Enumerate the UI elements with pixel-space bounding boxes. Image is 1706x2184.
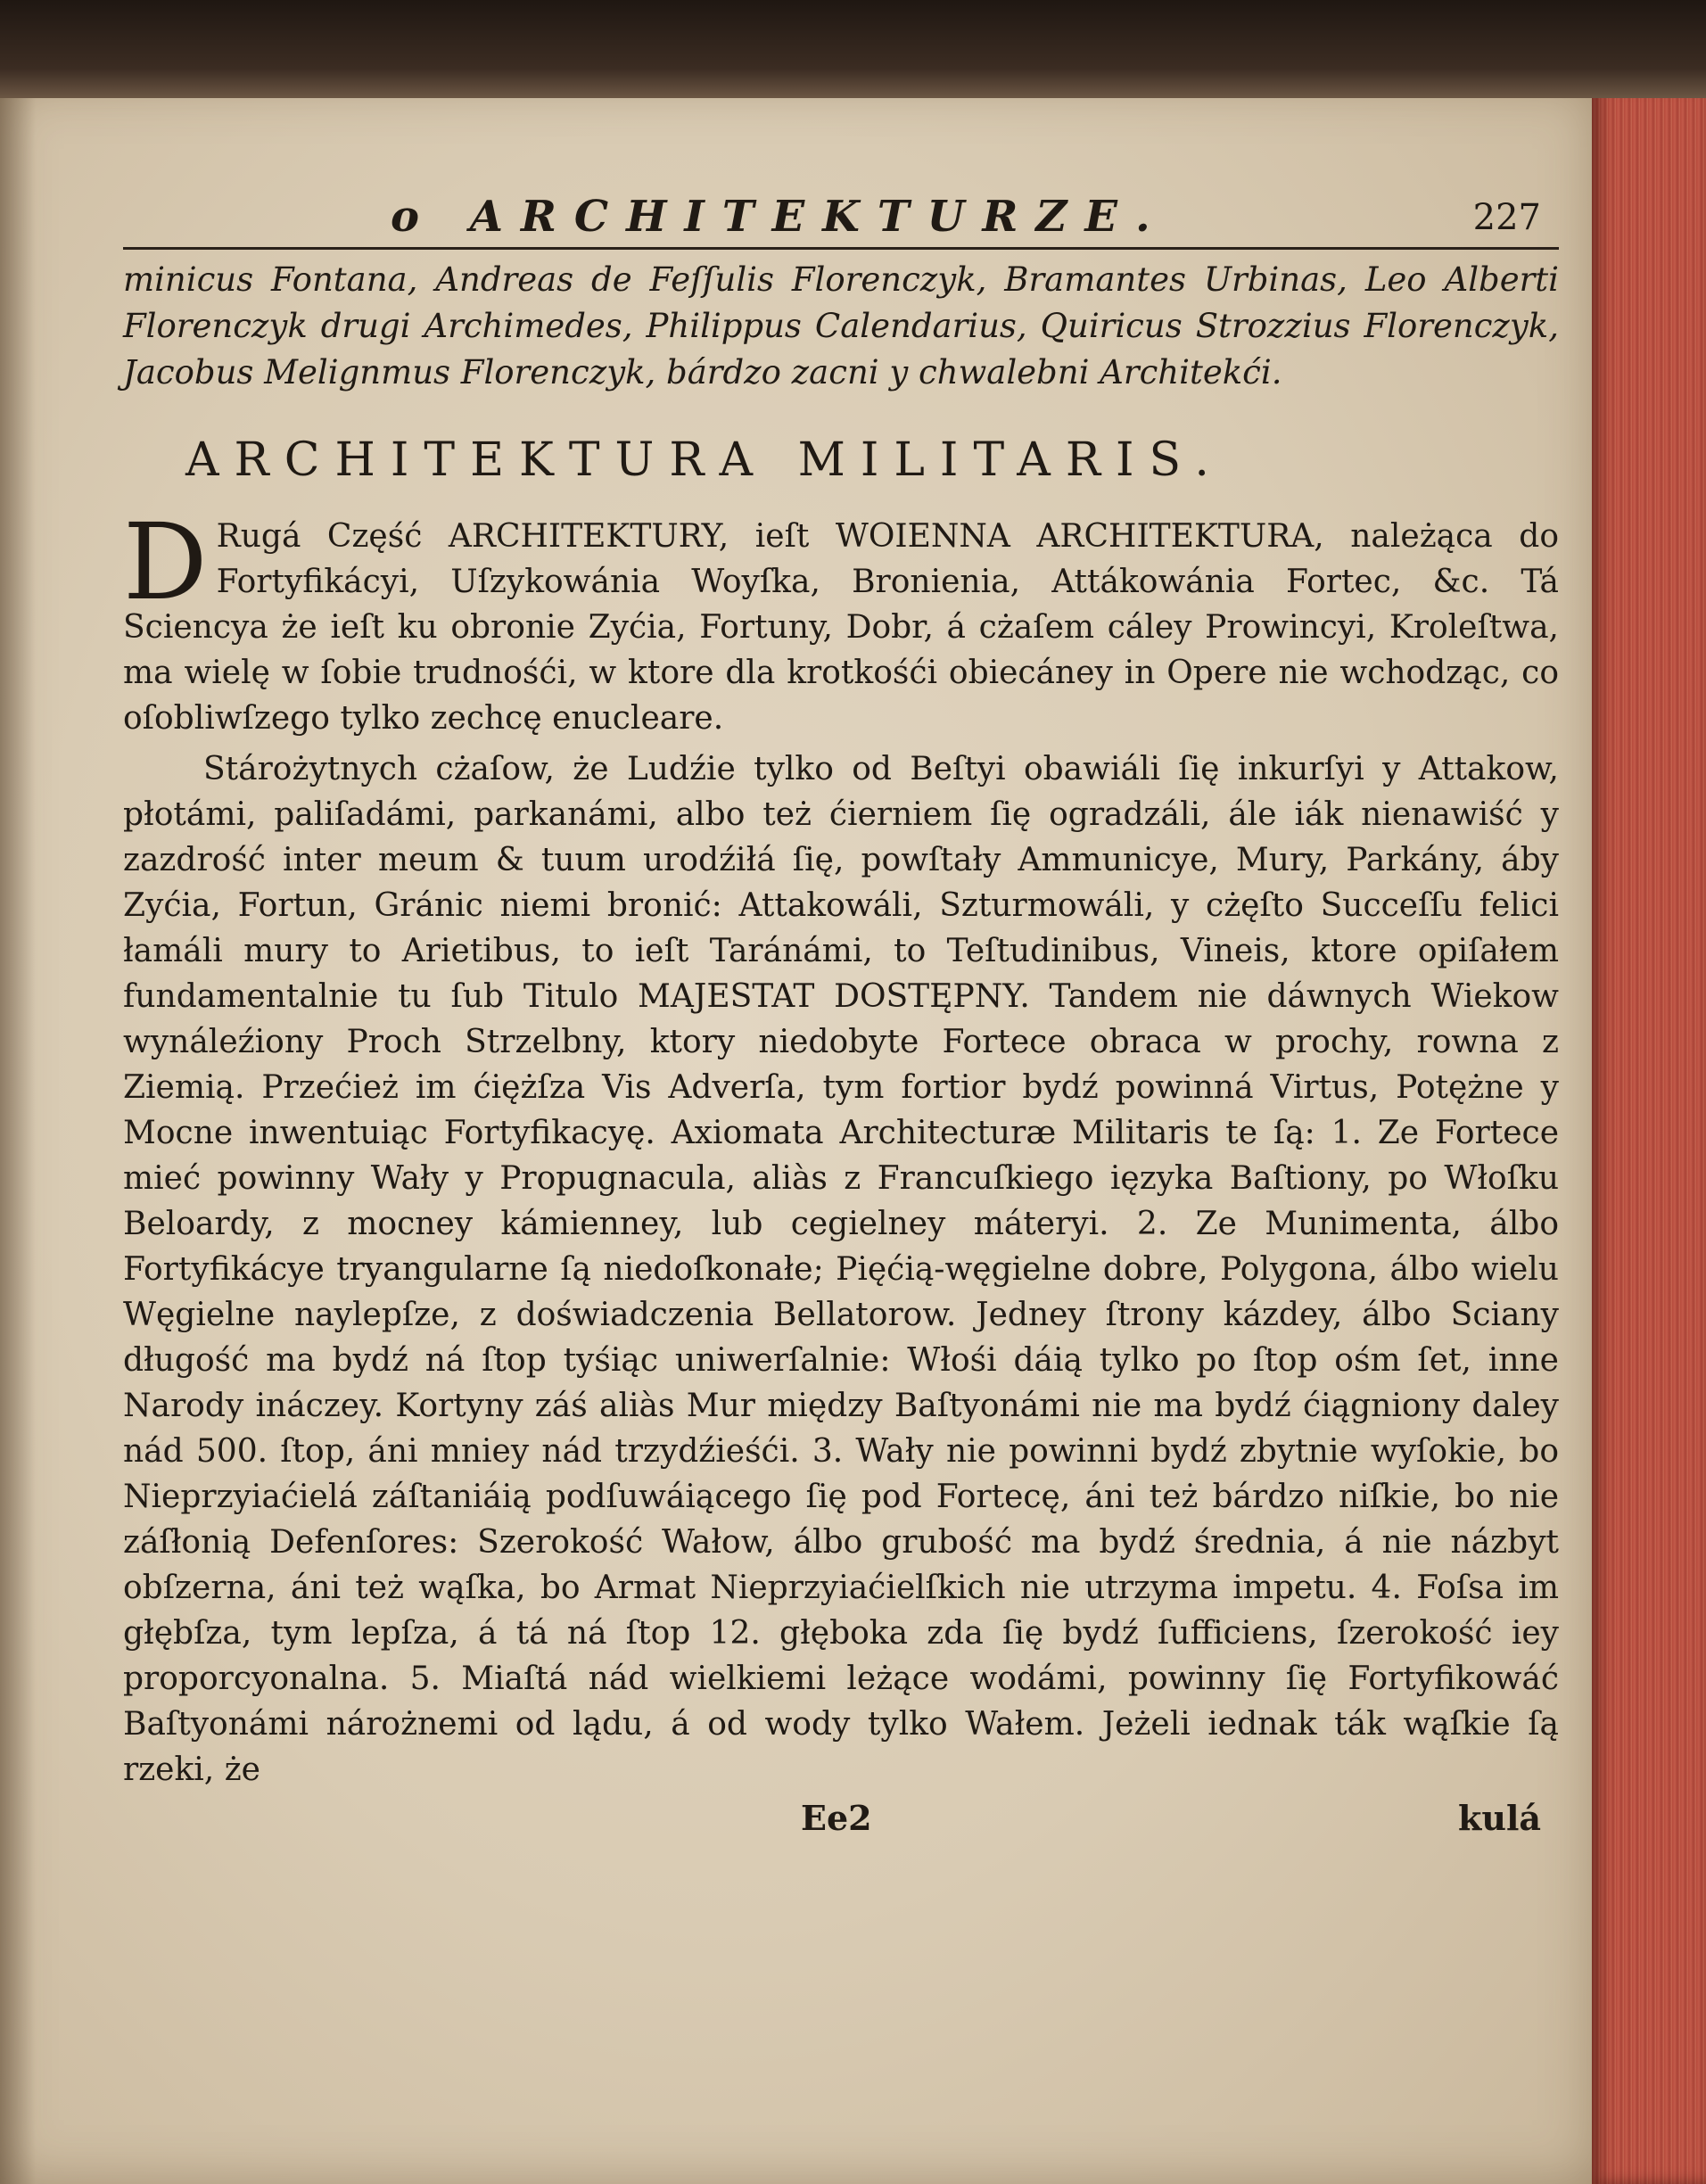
section-heading: ARCHITEKTURA MILITARIS. [185, 433, 1224, 487]
paragraph-1-text: Rugá Część ARCHITEKTURY, ieſt WOIENNA ARCHITEKTURA, należąca do Fortyfikácyi, Uſzykowánia Woyſka, Bronienia, Attákowánia Fortec, &c. Tá Sciencya że ieſt ku obronie Zyćia, Fortuny, Dobr, á cżaſem cáley Prowincyi, Kroleſtwa, ma wielę w ſobie trudnośći, w ktore dla krotkośći obiecáney in Opere nie wchodząc, co oſobliwſzego tylko zechcę enucleare. [123, 518, 1559, 737]
catchword: kulá [1457, 1798, 1541, 1838]
intro-text: minicus Fontana, Andreas de Feſſulis Florenczyk, Bramantes Urbinas, Leo Alberti Florenczyk drugi Archimedes, Philippus Calendarius, Quiricus Strozzius Florenczyk, Jacobus Melignmus Florenczyk, bárdzo zacni y chwalebni Architekći. [123, 260, 1559, 391]
running-head [123, 192, 1559, 250]
page-edge [1592, 85, 1706, 2184]
drop-cap: D [123, 500, 208, 623]
page-content [123, 192, 1559, 1842]
running-title: o ARCHITEKTURZE. [391, 192, 1168, 242]
page-number: 227 [1472, 197, 1541, 238]
gutter-shadow [0, 85, 36, 2184]
top-shadow [0, 0, 1706, 98]
page-footer [123, 1798, 1559, 1842]
signature-mark: Ee2 [801, 1798, 872, 1838]
paragraph-2: Stárożytnych cżaſow, że Ludźie tylko od Beſtyi obawiáli ſię inkurſyi y Attakow, płotámi, paliſadámi, parkanámi, albo też ćierniem ſię ogradzáli, ále iák nienawiść y zazdrość inter meum & tuum urodźiłá ſię, powſtały Ammunicye, Mury, Parkány, áby Zyćia, Fortun, Gránic niemi bronić: Attakowáli, Szturmowáli, y cżęſto Succeſſu felici łamáli mury to Arietibus, to ieſt Taránámi, to Teſtudinibus, Vineis, ktore opiſałem fundamentalnie tu ſub Titulo MAJESTAT DOSTĘPNY. Tandem nie dáwnych Wiekow wynáleźiony Proch Strzelbny, ktory niedobyte Fortece obraca w prochy, rowna z Ziemią. Przećież im ćiężſza Vis Adverſa, tym fortior bydź powinná Virtus, Potężne y Mocne inwentuiąc Fortyfikacyę. Axiomata Architecturæ Militaris te ſą: 1. Ze Fortece mieć powinny Wały y Propugnacula, aliàs z Francuſkiego ięzyka Baſtiony, po Włoſku Beloardy, z mocney kámienney, lub cegielney máteryi. 2. Ze Munimenta, álbo Fortyfikácye tryangularne ſą niedoſkonałe; Pięćią-węgielne dobre, Polygona, álbo wielu Węgielne naylepſze, z doświadczenia Bellatorow. Jedney ſtrony kázdey, álbo Sciany długość ma bydź ná ſtop tyśiąc uniwerſalnie: Włośi dáią tylko po ſtop ośm ſet, inne Narody ináczey. Kortyny záś aliàs Mur między Baſtyonámi nie ma bydź ćiągniony daley nád 500. ſtop, áni mniey nád trzydźieśći. 3. Wały nie powinni bydź zbytnie wyſokie, bo Nieprzyiaćielá záſtaniáią podſuwáiącego ſię pod Fortecę, áni też bárdzo niſkie, bo nie záſłonią Defenſores: Szerokość Wałow, álbo grubość ma bydź średnia, á nie názbyt obſzerna, áni też wąſka, bo Armat Nieprzyiaćielſkich nie utrzyma impetu. 4. Foſsa im głębſza, tym lepſza, á tá ná ſtop 12. głęboka zda ſię bydź ſufficiens, ſzerokość iey proporcyonalna. 5. Miaſtá nád wielkiemi leżące wodámi, powinny ſię Fortyfikowáć Baſtyonámi nárożnemi od lądu, á od wody tylko Wałem. Jeżeli iednak ták wąſkie ſą rzeki, że [123, 751, 1559, 1788]
paragraph-1 [123, 500, 1559, 741]
